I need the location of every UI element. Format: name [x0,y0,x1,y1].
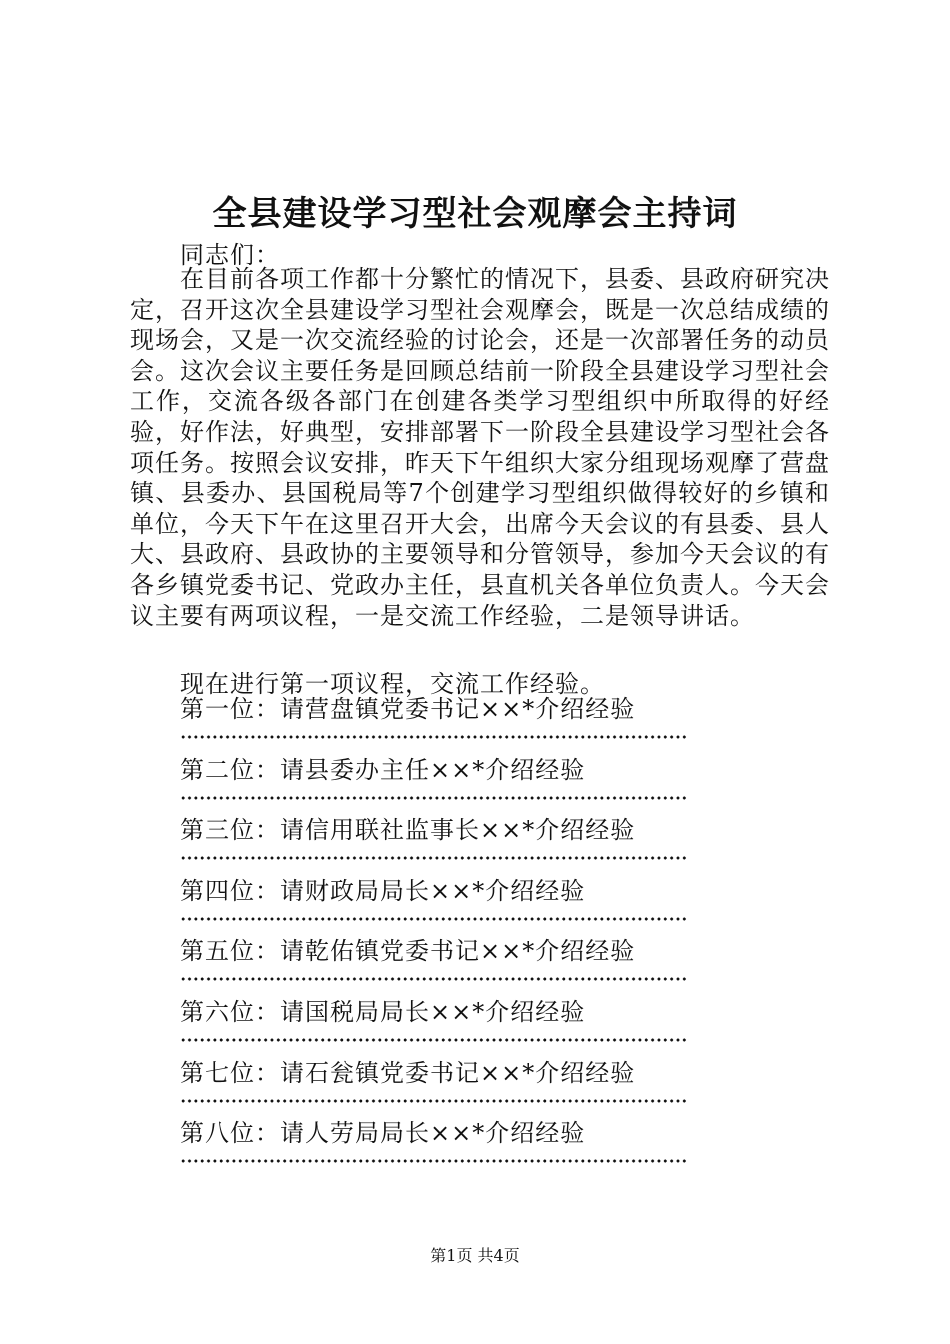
speaker-item [180,996,700,1057]
agenda-item: 现在进行第一项议程，交流工作经验。 [180,670,605,698]
dotted-leader [180,1159,688,1163]
speaker-item [180,754,700,815]
dotted-leader [180,1038,688,1042]
speaker-item [180,693,700,754]
speaker-item [180,935,700,996]
speaker-line: 第四位：请财政局局长××*介绍经验 [180,876,586,905]
speaker-line: 第六位：请国税局局长××*介绍经验 [180,997,586,1026]
speaker-item [180,814,700,875]
speaker-line: 第八位：请人劳局局长××*介绍经验 [180,1119,586,1148]
speaker-item [180,875,700,936]
speaker-line: 第七位：请石瓮镇党委书记××*介绍经验 [180,1058,636,1087]
dotted-leader [180,917,688,921]
speaker-line: 第三位：请信用联社监事长××*介绍经验 [180,816,636,845]
speaker-line: 第五位：请乾佑镇党委书记××*介绍经验 [180,937,636,966]
document-title: 全县建设学习型社会观摩会主持词 [212,194,738,234]
dotted-leader [180,735,688,739]
speaker-line: 第二位：请县委办主任××*介绍经验 [180,755,586,784]
speaker-line: 第一位：请营盘镇党委书记××*介绍经验 [180,695,636,723]
dotted-leader [180,977,688,981]
dotted-leader [180,856,688,860]
speaker-list [180,693,700,1178]
speaker-item [180,1057,700,1118]
dotted-leader [180,1099,688,1103]
page-number: 第1页 共4页 [430,1246,520,1265]
salutation: 同志们： [180,241,280,269]
opening-paragraph: 在目前各项工作都十分繁忙的情况下，县委、县政府研究决定，召开这次全县建设学习型社会观摩会，既是一次总结成绩的现场会，又是一次交流经验的讨论会，还是一次部署任务的动员会。这次会议主要任务是回顾总结前一阶段全县建设学习型社会工作，交流各级各部门在创建各类学习型组织中所取得的好经验，好作法，好典型，安排部署下一阶段全县建设学习型社会各项任务。按照会议安排，昨天下午组织大家分组现场观摩了营盘镇、县委办、县国税局等7个创建学习型组织做得较好的乡镇和单位，今天下午在这里召开大会，出席今天会议的有县委、县人大、县政府、县政协的主要领导和分管领导，参加今天会议的有各乡镇党委书记、党政办主任，县直机关各单位负责人。今天会议主要有两项议程，一是交流工作经验，二是领导讲话。 [130,265,830,630]
speaker-item [180,1117,700,1178]
dotted-leader [180,796,688,800]
